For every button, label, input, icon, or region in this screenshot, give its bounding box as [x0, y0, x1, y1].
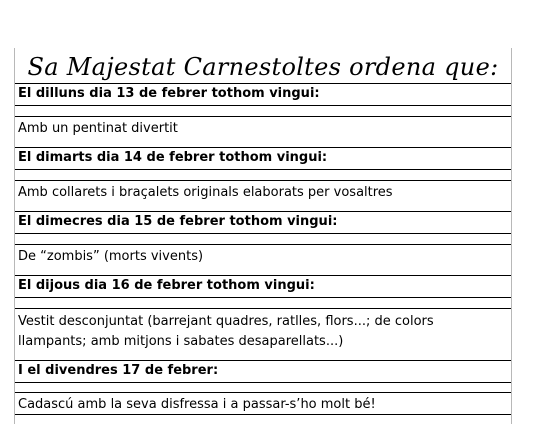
document-sheet — [14, 48, 512, 424]
day-heading-tuesday: El dimarts dia 14 de febrer tothom vingui: — [15, 147, 511, 169]
table-rule — [15, 105, 511, 106]
page-title: Sa Majestat Carnestoltes ordena que: — [27, 53, 499, 81]
table-rule — [15, 297, 511, 298]
day-text-wednesday: De “zombis” (morts vivents) — [15, 244, 511, 269]
day-heading-friday: I el divendres 17 de febrer: — [15, 360, 511, 382]
day-heading-thursday: El dijous dia 16 de febrer tothom vingui: — [15, 275, 511, 297]
table-rule — [15, 169, 511, 170]
day-text-tuesday: Amb collarets i braçalets originals elaborats per vosaltres — [15, 180, 511, 205]
day-text-thursday: Vestit desconjuntat (barrejant quadres, ratlles, flors...; de colors llampants; amb mitjons i sabates desaparellats...) — [15, 308, 511, 354]
day-text-friday: Cadascú amb la seva disfressa i a passar-s’ho molt bé! — [15, 392, 511, 414]
day-heading-monday: El dilluns dia 13 de febrer tothom vingui: — [15, 83, 511, 105]
day-heading-wednesday: El dimecres dia 15 de febrer tothom vingui: — [15, 211, 511, 233]
table-rule — [15, 233, 511, 234]
day-text-monday: Amb un pentinat divertit — [15, 116, 511, 141]
table-rule — [15, 382, 511, 383]
table-rule — [15, 414, 511, 415]
table-right-border — [511, 48, 512, 424]
